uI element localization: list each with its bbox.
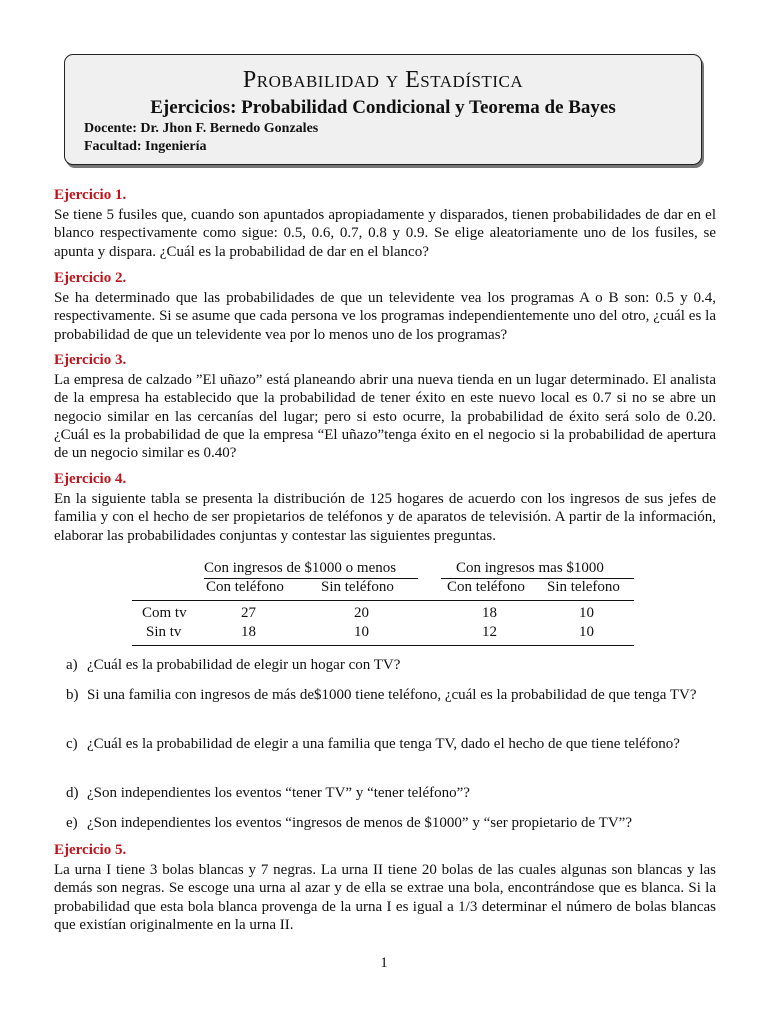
- table-rule: [132, 645, 634, 646]
- question-text: ¿Cuál es la probabilidad de elegir un hogar con TV?: [87, 657, 401, 673]
- income-table: [132, 560, 634, 645]
- exercise-1-text: Se tiene 5 fusiles que, cuando son apuntados apropiadamente y disparados, tienen probabilidades de dar en el blanco respectivamente como sigue: 0.5, 0.6, 0.7, 0.8 y 0.9. Se elige aleatoriamente uno de los fusiles, se apunta y dispara. ¿Cuál es la probabilidad de dar en el blanco?: [54, 207, 716, 260]
- question-label: d): [66, 785, 79, 801]
- exercise-2-text: Se ha determinado que las probabilidades de que un televidente vea los programas A o B son: 0.5 y 0.4, respectivamente. Si se asume que cada persona ve los programas independientemente uno del otro, ¿cuál es la probabilidad de que un televidente vea por lo menos uno de los programas?: [54, 290, 716, 343]
- question-item: [66, 656, 716, 674]
- table-cell: 18: [241, 624, 256, 640]
- table-subheader: Con teléfono: [447, 579, 525, 595]
- table-cell: 27: [241, 605, 256, 621]
- question-item: [66, 686, 716, 704]
- question-item: [66, 784, 716, 802]
- exercise-4-text: En la siguiente tabla se presenta la distribución de 125 hogares de acuerdo con los ingresos de sus jefes de familia y con el hecho de ser propietarios de teléfonos y de aparatos de televisión. A partir de la información, elaborar las probabilidades conjuntas y contestar las siguientes preguntas.: [54, 491, 716, 544]
- question-item: [66, 814, 716, 832]
- question-text: ¿Cuál es la probabilidad de elegir a una familia que tenga TV, dado el hecho de que tiene teléfono?: [87, 736, 680, 752]
- page-number: 1: [380, 955, 388, 971]
- exercise-4-heading: Ejercicio 4.: [54, 471, 127, 487]
- table-subheader: Con teléfono: [206, 579, 284, 595]
- facultad-line: Facultad: Ingeniería: [84, 139, 207, 154]
- table-subheader: Sin teléfono: [321, 579, 394, 595]
- table-cell: 20: [354, 605, 369, 621]
- table-cell: 10: [579, 605, 594, 621]
- question-item: [66, 735, 716, 753]
- exercise-5-heading: Ejercicio 5.: [54, 842, 127, 858]
- table-subheader: Sin telefono: [547, 579, 620, 595]
- table-rule: [132, 600, 634, 601]
- exercise-5-text: La urna I tiene 3 bolas blancas y 7 negras. La urna II tiene 20 bolas de las cuales algunas son blancas y las demás son negras. Se escoge una urna al azar y de ella se extrae una bola, encontrándose que es blanca. Si la probabilidad que esta bola blanca provenga de la urna I es igual a 1/3 determinar el número de bolas blancas que existían originalmente en la urna II.: [54, 862, 716, 933]
- question-text: ¿Son independientes los eventos “ingresos de menos de $1000” y “ser propietario de TV”?: [87, 815, 632, 831]
- table-cell: 10: [354, 624, 369, 640]
- table-row-label: Sin tv: [146, 624, 182, 640]
- exercise-2-heading: Ejercicio 2.: [54, 270, 127, 286]
- table-cell: 12: [482, 624, 497, 640]
- document-title: Probabilidad y Estadística: [242, 67, 524, 93]
- question-label: b): [66, 687, 79, 703]
- question-label: c): [66, 736, 78, 752]
- question-text: ¿Son independientes los eventos “tener TV” y “tener teléfono”?: [87, 785, 470, 801]
- exercise-1-heading: Ejercicio 1.: [54, 187, 127, 203]
- question-text: Si una familia con ingresos de más de$1000 tiene teléfono, ¿cuál es la probabilidad de que tenga TV?: [87, 687, 697, 703]
- table-cell: 18: [482, 605, 497, 621]
- question-label: e): [66, 815, 78, 831]
- table-row-label: Com tv: [142, 605, 187, 621]
- exercise-3-text: La empresa de calzado ”El uñazo” está planeando abrir una nueva tienda en un lugar determinado. El analista de la empresa ha establecido que la probabilidad de tener éxito en este nuevo local es 0.7 si no se abre un negocio similar en las cercanías del lugar; pero si esto ocurre, la probabilidad de éxito será solo de 0.20. ¿Cuál es la probabilidad de que la empresa “El uñazo”tenga éxito en el negocio si la probabilidad de apertura de un negocio similar es 0.40?: [54, 372, 716, 462]
- exercise-3-heading: Ejercicio 3.: [54, 352, 127, 368]
- header-box: [64, 54, 702, 165]
- docente-line: Docente: Dr. Jhon F. Bernedo Gonzales: [84, 121, 319, 136]
- table-group-header: Con ingresos mas $1000: [456, 560, 604, 576]
- table-cell: 10: [579, 624, 594, 640]
- document-subtitle: Ejercicios: Probabilidad Condicional y Teorema de Bayes: [150, 97, 616, 118]
- table-group-header: Con ingresos de $1000 o menos: [204, 560, 397, 576]
- question-label: a): [66, 657, 78, 673]
